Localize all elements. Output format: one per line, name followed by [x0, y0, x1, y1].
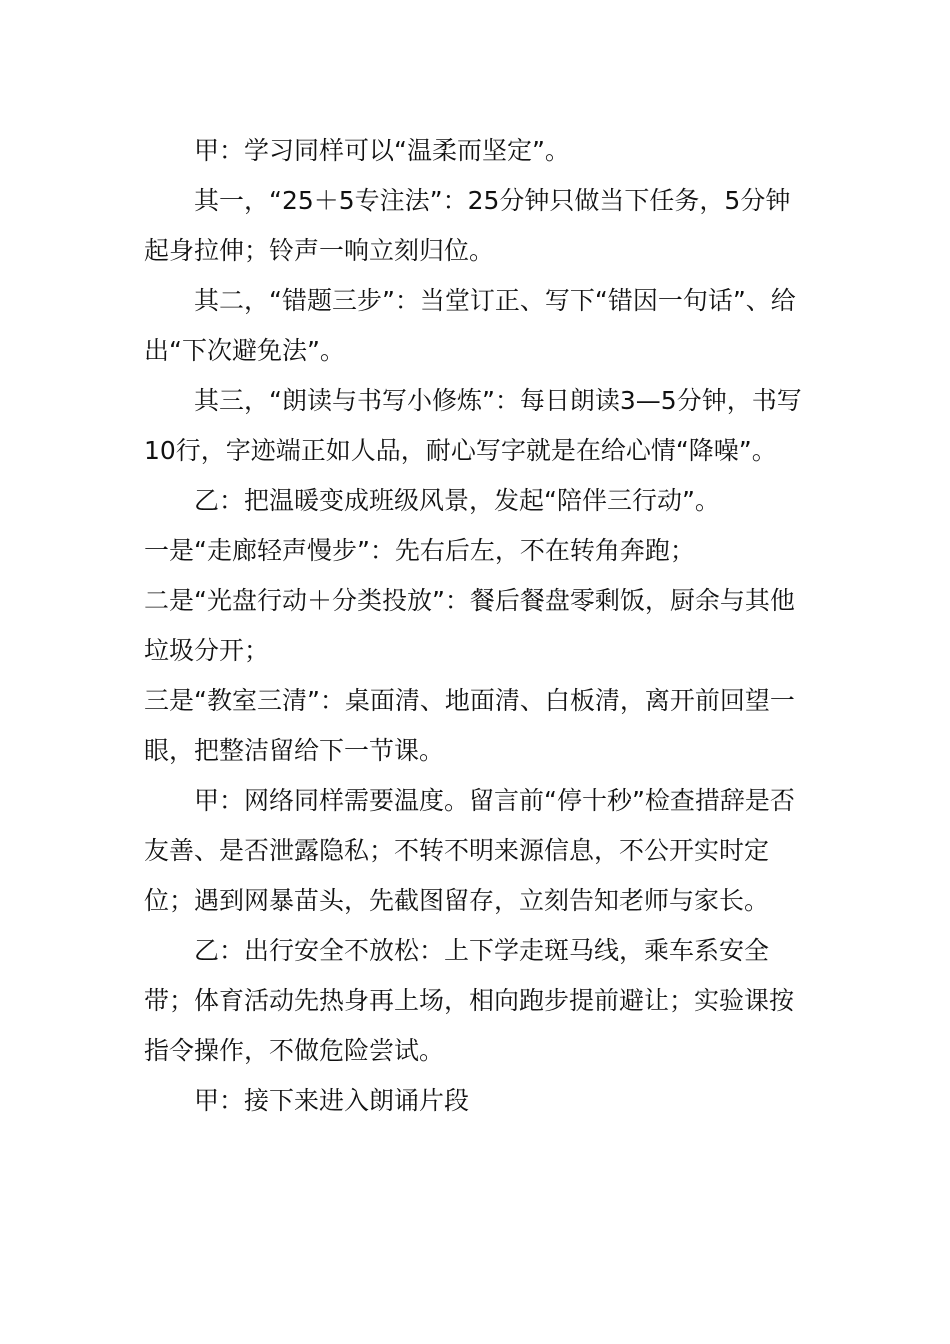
paragraph-5: 乙：把温暖变成班级风景，发起“陪伴三行动”。	[194, 486, 720, 515]
document-body	[144, 126, 804, 1126]
paragraph-9: 甲：网络同样需要温度。留言前“停十秒”检查措辞是否友善、是否泄露隐私；不转不明来源信息，不公开实时定位；遇到网暴苗头，先截图留存，立刻告知老师与家长。	[144, 786, 795, 915]
paragraph-11: 甲：接下来进入朗诵片段	[194, 1086, 470, 1115]
paragraph-2: 其一，“25＋5专注法”：25分钟只做当下任务，5分钟起身拉伸；铃声一响立刻归位。	[144, 186, 791, 265]
paragraph-1: 甲：学习同样可以“温柔而坚定”。	[194, 136, 570, 165]
paragraph-7: 二是“光盘行动＋分类投放”：餐后餐盘零剩饭，厨余与其他垃圾分开；	[144, 586, 795, 665]
paragraph-6: 一是“走廊轻声慢步”：先右后左，不在转角奔跑；	[144, 536, 695, 565]
paragraph-10: 乙：出行安全不放松：上下学走斑马线，乘车系安全带；体育活动先热身再上场，相向跑步提前避让；实验课按指令操作，不做危险尝试。	[144, 936, 795, 1065]
paragraph-8: 三是“教室三清”：桌面清、地面清、白板清，离开前回望一眼，把整洁留给下一节课。	[144, 686, 795, 765]
paragraph-4: 其三，“朗读与书写小修炼”：每日朗读3—5分钟，书写10行，字迹端正如人品，耐心写字就是在给心情“降噪”。	[144, 386, 802, 465]
paragraph-3: 其二，“错题三步”：当堂订正、写下“错因一句话”、给出“下次避免法”。	[144, 286, 796, 365]
